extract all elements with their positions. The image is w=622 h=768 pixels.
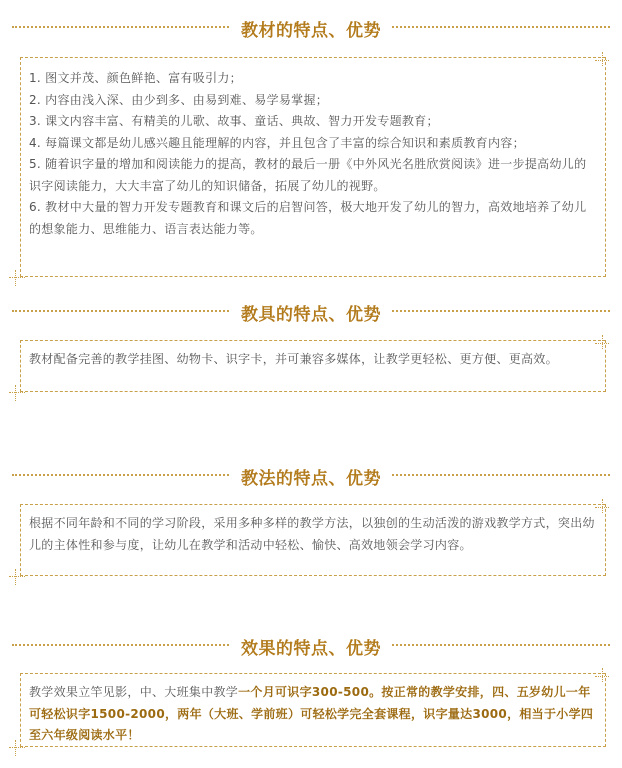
results-content-box	[20, 673, 606, 747]
section-header-results	[0, 630, 622, 660]
section-title: 教法的特点、优势	[0, 464, 622, 489]
section-header-textbook	[0, 12, 622, 42]
section-header-teaching-aids	[0, 296, 622, 326]
list-item: 1. 图文并茂、颜色鲜艳、富有吸引力；	[29, 71, 242, 85]
list-item: 4. 每篇课文都是幼儿感兴趣且能理解的内容，并且包含了丰富的综合知识和素质教育内容；	[29, 135, 525, 150]
paragraph-plain: 教学效果立竿见影，中、大班集中教学	[29, 685, 239, 699]
section-title: 教材的特点、优势	[0, 16, 622, 41]
section-header-teaching-method	[0, 460, 622, 490]
section-title: 效果的特点、优势	[0, 634, 622, 659]
list-item: 5. 随着识字量的增加和阅读能力的提高，教材的最后一册《中外风光名胜欣赏阅读》进一步提高幼儿的识字阅读能力，大大丰富了幼儿的知识储备，拓展了幼儿的视野。	[29, 157, 587, 193]
list-item: 3. 课文内容丰富、有精美的儿歌、故事、童话、典故、智力开发专题教育；	[29, 114, 439, 128]
textbook-content-box	[20, 57, 606, 277]
list-item: 6. 教材中大量的智力开发专题教育和课文后的启智问答，极大地开发了幼儿的智力，高效地培养了幼儿的想象能力、思维能力、语言表达能力等。	[29, 200, 587, 236]
paragraph: 根据不同年龄和不同的学习阶段，采用多种多样的教学方法，以独创的生动活泼的游戏教学方式，突出幼儿的主体性和参与度，让幼儿在教学和活动中轻松、愉快、高效地领会学习内容。	[29, 516, 595, 552]
paragraph: 教材配备完善的教学挂图、幼物卡、识字卡，并可兼容多媒体，让教学更轻松、更方便、更高效。	[29, 352, 558, 366]
teaching-aids-content-box	[20, 340, 606, 392]
section-title: 教具的特点、优势	[0, 300, 622, 325]
teaching-method-content-box	[20, 504, 606, 576]
paragraph-highlight: 一个月可识字300-500。按正常的教学安排，四、五岁幼儿一年可轻松识字1500-2000，两年（大班、学前班）可轻松学完全套课程，识字量达3000，相当于小学四至六年级阅读水平！	[29, 685, 594, 742]
list-item: 2. 内容由浅入深、由少到多、由易到难、易学易掌握；	[29, 92, 329, 107]
